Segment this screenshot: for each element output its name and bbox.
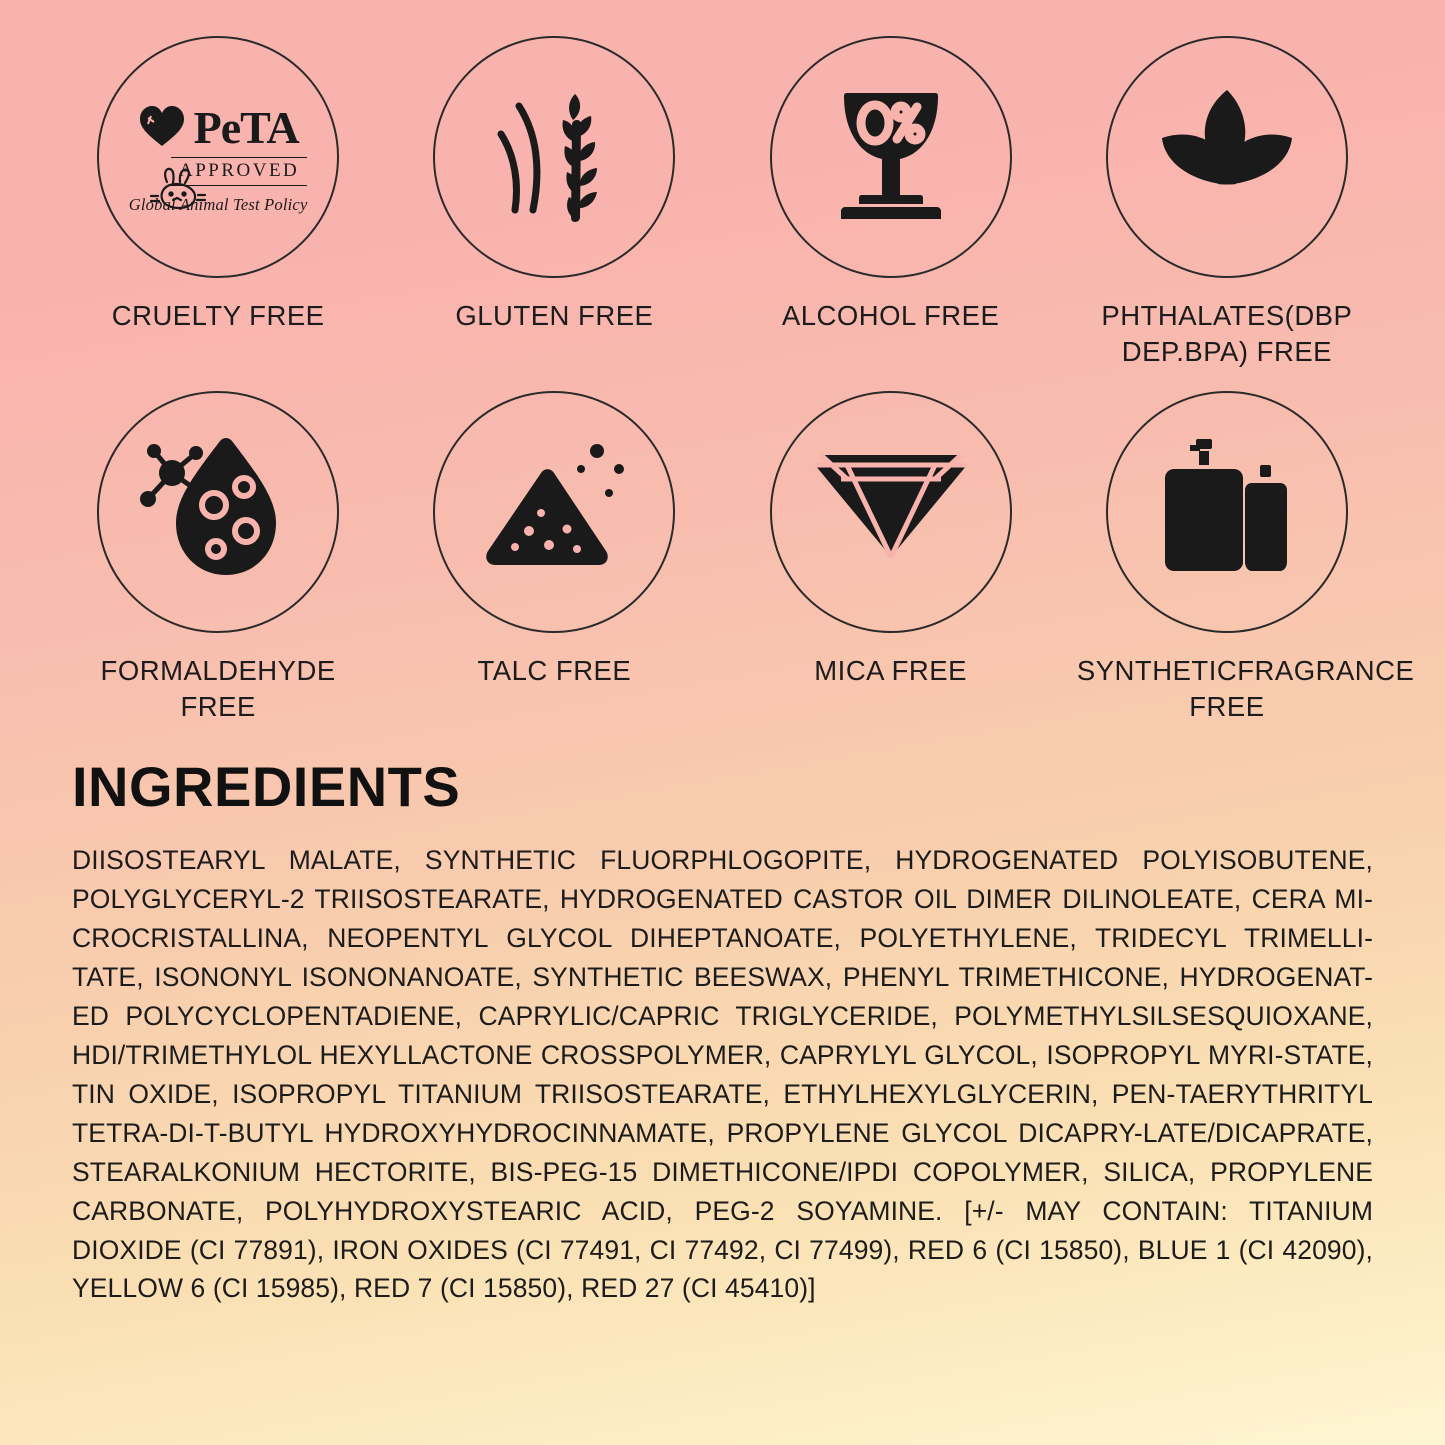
badge-circle <box>97 391 339 633</box>
badge-circle <box>770 391 1012 633</box>
peta-policy-text: Global Animal Test Policy <box>128 194 308 214</box>
diamond-icon <box>801 435 981 590</box>
badge-label: SYNTHETICFRAGRANCE FREE <box>1076 655 1415 723</box>
badge-circle <box>433 391 675 633</box>
badge-label: FORMALDEHYDE FREE <box>100 655 336 723</box>
badge-circle <box>433 36 675 278</box>
badge-cruelty-free <box>50 36 386 391</box>
badge-label: TALC FREE <box>477 655 632 686</box>
peta-approved-text: APPROVED <box>171 157 307 186</box>
badge-circle <box>770 36 1012 278</box>
badge-label: GLUTEN FREE <box>455 300 654 331</box>
peta-mark <box>129 104 308 215</box>
badge-label: PHTHALATES(DBP DEP.BPA) FREE <box>1101 300 1353 368</box>
heart-icon <box>138 104 186 153</box>
badge-mica-free <box>723 391 1059 746</box>
badge-label: MICA FREE <box>814 655 967 686</box>
ingredients-list-text: DIISOSTEARYL MALATE, SYNTHETIC FLUORPHLOGOPITE, HYDROGENATED POLYISOBUTENE, POLYGLYCERYL-2 TRIISOSTEARATE, HYDROGENATED CASTOR OIL DIMER DILINOLEATE, CERA MI-CROCRISTALLINA, NEOPENTYL GLYCOL DIHEPTANOATE, POLYETHYLENE, TRIDECYL TRIMELLI-TATE, ISONONYL ISONONANOATE, SYNTHETIC BEESWAX, PHENYL TRIMETHICONE, HYDROGENAT-ED POLYCYCLOPENTADIENE, CAPRYLIC/CAPRIC TRIGLYCERIDE, POLYMETHYLSILSESQUIOXANE, HDI/TRIMETHYLOL HEXYLLACTONE CROSSPOLYMER, CAPRYLYL GLYCOL, ISOPROPYL MYRI-STATE, TIN OXIDE, ISOPROPYL TITANIUM TRIISOSTEARATE, ETHYLHEXYLGLYCERIN, PEN-TAERYTHRITYL TETRA-DI-T-BUTYL HYDROXYHYDROCINNAMATE, PROPYLENE GLYCOL DICAPRY-LATE/DICAPRATE, STEARALKONIUM HECTORITE, BIS-PEG-15 DIMETHICONE/IPDI COPOLYMER, SILICA, PROPYLENE CARBONATE, POLYHYDROXYSTEARIC ACID, PEG-2 SOYAMINE. [+/- MAY CONTAIN: TITANIUM DIOXIDE (CI 77891), IRON OXIDES (CI 77491, CI 77492, CI 77499), RED 6 (CI 15850), BLUE 1 (CI 42090), YELLOW 6 (CI 15985), RED 7 (CI 15850), RED 27 (CI 45410)] <box>72 845 1373 1304</box>
badge-label: ALCOHOL FREE <box>781 300 1000 331</box>
badge-circle <box>1106 391 1348 633</box>
badge-circle <box>97 36 339 278</box>
wheat-stalk-icon <box>479 80 629 235</box>
ingredients-section <box>0 754 1445 1308</box>
badge-gluten-free <box>386 36 722 391</box>
fragrance-bottles-icon <box>1152 435 1302 590</box>
badge-formaldehyde-free <box>50 391 386 746</box>
badge-label: CRUELTY FREE <box>111 300 325 331</box>
wine-glass-zero-percent-icon <box>811 75 971 240</box>
badge-synthetic-fragrance-free <box>1059 391 1415 746</box>
ingredients-heading: INGREDIENTS <box>72 755 461 818</box>
badge-circle <box>1106 36 1348 278</box>
molecule-droplet-icon <box>136 427 301 597</box>
badge-phthalates-free <box>1059 36 1395 391</box>
badge-talc-free <box>386 391 722 746</box>
leaves-icon <box>1142 80 1312 235</box>
powder-pile-icon <box>469 435 639 590</box>
badge-alcohol-free <box>723 36 1059 391</box>
peta-brand-text: PeTA <box>193 102 299 153</box>
